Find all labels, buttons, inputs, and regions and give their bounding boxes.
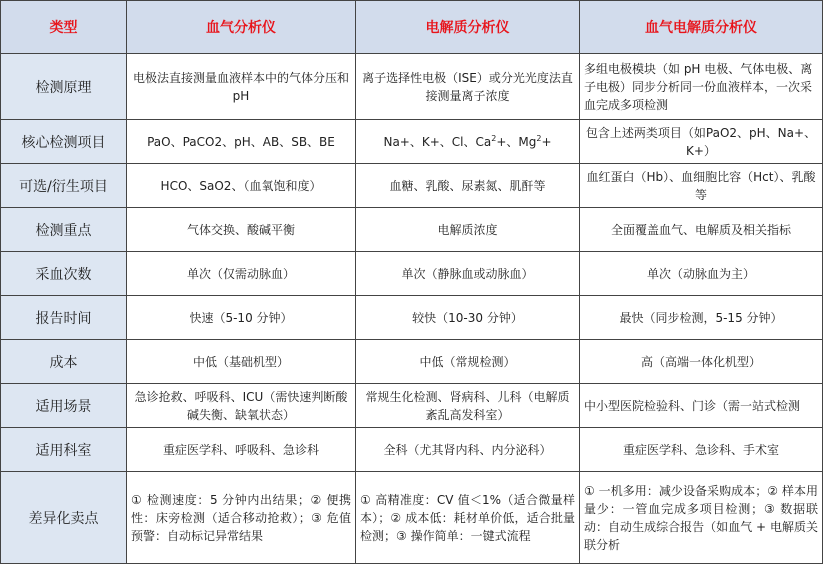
table-cell: 重症医学科、呼吸科、急诊科 [127, 428, 356, 472]
row-label: 采血次数 [1, 252, 127, 296]
table-cell: ① 检测速度：5 分钟内出结果；② 便携性：床旁检测（适合移动抢救）；③ 危值预警：自动标记异常结果 [127, 472, 356, 564]
table-cell: 全面覆盖血气、电解质及相关指标 [580, 208, 823, 252]
table-row [1, 54, 823, 120]
table-cell: 较快（10-30 分钟） [356, 296, 580, 340]
table-cell: 单次（动脉血为主） [580, 252, 823, 296]
table-cell: ① 高精准度：CV 值＜1%（适合微量样本）；② 成本低：耗材单价低，适合批量检测；③ 操作简单：一键式流程 [356, 472, 580, 564]
table-cell: 多组电极模块（如 pH 电极、气体电极、离子电极）同步分析同一份血液样本，一次采血完成多项检测 [580, 54, 823, 120]
table-row [1, 252, 823, 296]
table-cell: 血红蛋白（Hb）、血细胞比容（Hct）、乳酸等 [580, 164, 823, 208]
table-cell: 离子选择性电极（ISE）或分光光度法直接测量离子浓度 [356, 54, 580, 120]
table-cell: 最快（同步检测，5-15 分钟） [580, 296, 823, 340]
row-label: 成本 [1, 340, 127, 384]
table-cell: 重症医学科、急诊科、手术室 [580, 428, 823, 472]
table-row [1, 208, 823, 252]
table-cell: 高（高端一体化机型） [580, 340, 823, 384]
table-cell: 单次（仅需动脉血） [127, 252, 356, 296]
table-cell: 电极法直接测量血液样本中的气体分压和 pH [127, 54, 356, 120]
row-label: 报告时间 [1, 296, 127, 340]
table-cell: 单次（静脉血或动脉血） [356, 252, 580, 296]
header-type: 类型 [1, 1, 127, 54]
table-cell: 中低（常规检测） [356, 340, 580, 384]
table-cell: 电解质浓度 [356, 208, 580, 252]
table-cell: Na+、K+、Cl、$Ca^2+$、$Mg^2+$ [356, 120, 580, 164]
table-row [1, 296, 823, 340]
table-row [1, 472, 823, 564]
header-blood-gas-analyzer: 血气分析仪 [127, 1, 356, 54]
row-label: 可选/衍生项目 [1, 164, 127, 208]
table-cell: HCO、SaO2、（血氧饱和度） [127, 164, 356, 208]
row-label: 检测重点 [1, 208, 127, 252]
table-row [1, 120, 823, 164]
table-cell: PaO、PaCO2、pH、AB、SB、BE [127, 120, 356, 164]
row-label: 差异化卖点 [1, 472, 127, 564]
table-cell: 快速（5-10 分钟） [127, 296, 356, 340]
table-cell: 中小型医院检验科、门诊（需一站式检测 [580, 384, 823, 428]
table-row [1, 428, 823, 472]
table-cell: 血糖、乳酸、尿素氮、肌酐等 [356, 164, 580, 208]
table-cell: 常规生化检测、肾病科、儿科（电解质紊乱高发科室） [356, 384, 580, 428]
table-cell: 气体交换、酸碱平衡 [127, 208, 356, 252]
table-cell: 中低（基础机型） [127, 340, 356, 384]
header-blood-gas-electrolyte-analyzer: 血气电解质分析仪 [580, 1, 823, 54]
row-label: 适用场景 [1, 384, 127, 428]
row-label: 适用科室 [1, 428, 127, 472]
table-row [1, 384, 823, 428]
header-electrolyte-analyzer: 电解质分析仪 [356, 1, 580, 54]
table-cell: 包含上述两类项目（如PaO2、pH、Na+、K+） [580, 120, 823, 164]
row-label: 检测原理 [1, 54, 127, 120]
row-label: 核心检测项目 [1, 120, 127, 164]
table-row [1, 340, 823, 384]
table-cell: ① 一机多用：减少设备采购成本；② 样本用量少：一管血完成多项目检测；③ 数据联动：自动生成综合报告（如血气 + 电解质关联分析 [580, 472, 823, 564]
table-row [1, 164, 823, 208]
table-cell: 急诊抢救、呼吸科、ICU（需快速判断酸碱失衡、缺氧状态） [127, 384, 356, 428]
header-row [1, 1, 823, 54]
table-cell: 全科（尤其肾内科、内分泌科） [356, 428, 580, 472]
